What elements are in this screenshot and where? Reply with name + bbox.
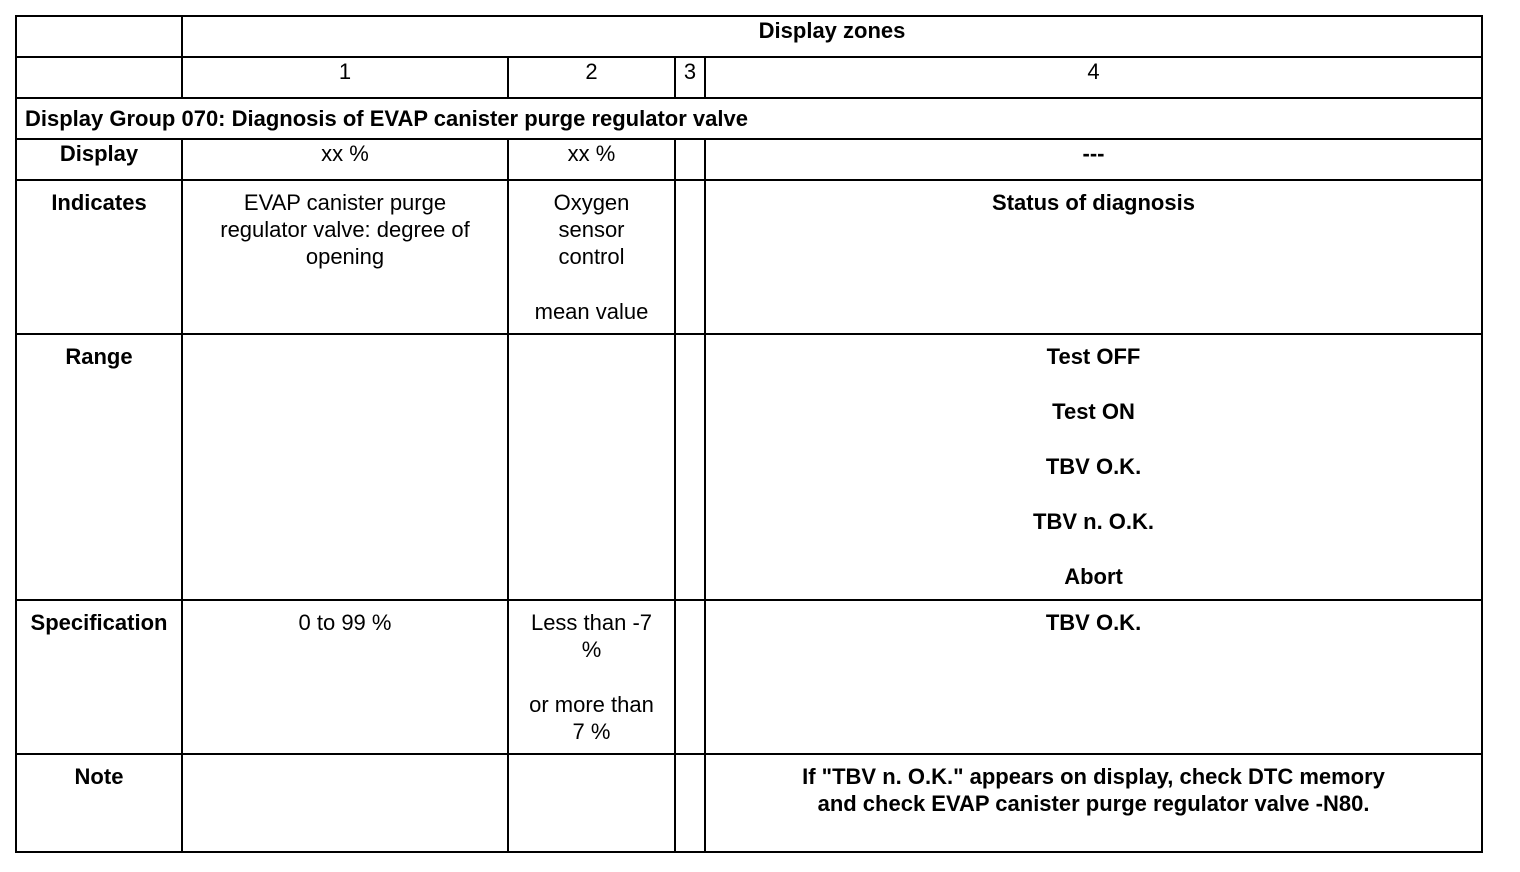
specification-zone-2: [508, 600, 675, 754]
display-row: [16, 139, 1482, 180]
specification-label: Specification: [16, 600, 182, 754]
range-row: [16, 334, 1482, 600]
indicates-zone-1-line: regulator valve: degree of: [220, 217, 470, 242]
indicates-row: [16, 180, 1482, 334]
indicates-label: Indicates: [16, 180, 182, 334]
indicates-zone-4: Status of diagnosis: [705, 180, 1482, 334]
indicates-zone-2: [508, 180, 675, 334]
indicates-zone-2-line: sensor: [558, 217, 625, 242]
display-group-table: [15, 15, 1483, 853]
group-title: Display Group 070: Diagnosis of EVAP canister purge regulator valve: [16, 98, 1482, 139]
specification-zone-2-line: %: [581, 637, 602, 662]
display-label: Display: [16, 139, 182, 180]
note-zone-1: [182, 754, 508, 852]
display-zone-2: xx %: [508, 139, 675, 180]
range-value: Test OFF: [1046, 344, 1141, 369]
indicates-zone-2-line: mean value: [534, 299, 649, 324]
indicates-zone-2-line: Oxygen: [553, 190, 630, 215]
note-row: [16, 754, 1482, 852]
note-label: Note: [16, 754, 182, 852]
zone-2-header: 2: [508, 57, 675, 98]
display-zone-3: [675, 139, 705, 180]
display-zone-4: ---: [705, 139, 1482, 180]
specification-zone-2-line: Less than -7: [530, 610, 653, 635]
display-zone-1: xx %: [182, 139, 508, 180]
note-line: If "TBV n. O.K." appears on display, check DTC memory: [802, 764, 1385, 789]
range-value: Test ON: [1052, 399, 1135, 424]
range-label: Range: [16, 334, 182, 600]
zone-1-header: 1: [182, 57, 508, 98]
header-corner-cell-2: [16, 57, 182, 98]
specification-zone-3: [675, 600, 705, 754]
range-zone-1: [182, 334, 508, 600]
specification-zone-4: TBV O.K.: [705, 600, 1482, 754]
header-corner-cell: [16, 16, 182, 57]
specification-zone-2-line: or more than: [529, 692, 654, 717]
note-zone-2: [508, 754, 675, 852]
range-zone-4: [705, 334, 1482, 600]
header-row-zones: [16, 16, 1482, 57]
range-value: TBV n. O.K.: [1033, 509, 1155, 534]
note-zone-3: [675, 754, 705, 852]
indicates-zone-1: [182, 180, 508, 334]
note-line: and check EVAP canister purge regulator valve -N80.: [817, 791, 1370, 816]
note-zone-4: [705, 754, 1482, 852]
specification-zone-1: 0 to 99 %: [182, 600, 508, 754]
header-row-zone-numbers: [16, 57, 1482, 98]
range-zone-2: [508, 334, 675, 600]
indicates-zone-1-line: EVAP canister purge: [243, 190, 447, 215]
display-zones-title: Display zones: [182, 16, 1482, 57]
range-value: Abort: [1064, 564, 1123, 589]
zone-4-header: 4: [705, 57, 1482, 98]
indicates-zone-2-line: control: [558, 244, 625, 269]
indicates-zone-1-line: opening: [305, 244, 385, 269]
specification-zone-2-line: 7 %: [572, 719, 611, 744]
indicates-zone-3: [675, 180, 705, 334]
range-zone-3: [675, 334, 705, 600]
specification-row: [16, 600, 1482, 754]
group-title-row: [16, 98, 1482, 139]
range-value: TBV O.K.: [1045, 454, 1142, 479]
zone-3-header: 3: [675, 57, 705, 98]
